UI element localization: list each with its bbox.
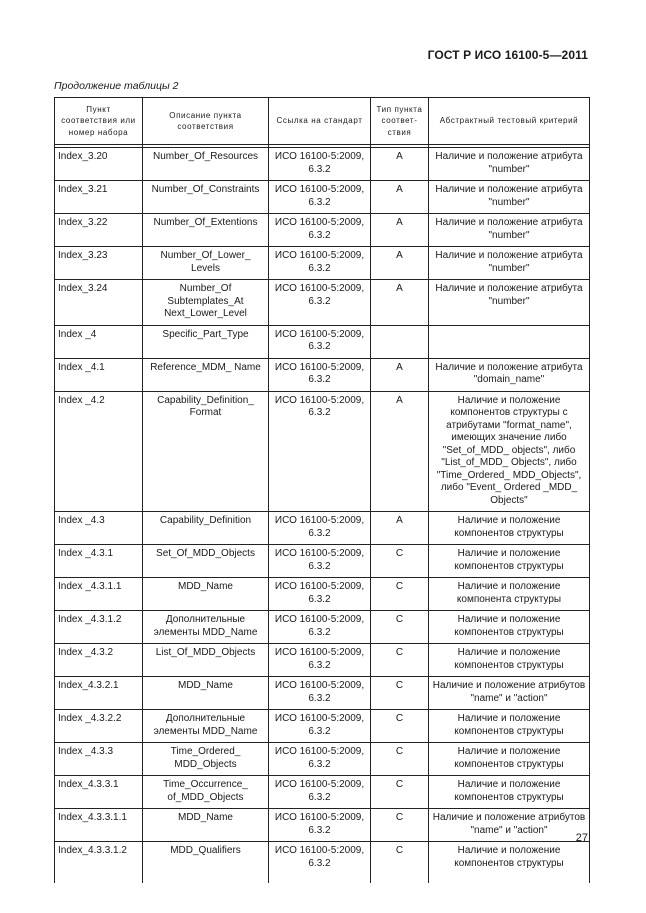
cell-criterion: Наличие и положение атрибутов "name" и "action"	[429, 677, 590, 710]
cell-description: Number_Of_Lower_ Levels	[143, 247, 269, 280]
cell-type: A	[371, 181, 429, 214]
cell-type: C	[371, 842, 429, 884]
table-row	[55, 776, 590, 809]
cell-type: C	[371, 611, 429, 644]
column-header-type: Тип пункта соответ-ствия	[371, 98, 429, 145]
cell-type	[371, 325, 429, 358]
cell-type: C	[371, 545, 429, 578]
table-row	[55, 391, 590, 512]
cell-reference: ИСО 16100-5:2009, 6.3.2	[269, 776, 371, 809]
cell-reference: ИСО 16100-5:2009, 6.3.2	[269, 611, 371, 644]
table-row	[55, 247, 590, 280]
cell-description: Capability_Definition	[143, 512, 269, 545]
cell-description: Number_Of_Resources	[143, 148, 269, 181]
cell-reference: ИСО 16100-5:2009, 6.3.2	[269, 181, 371, 214]
cell-reference: ИСО 16100-5:2009, 6.3.2	[269, 280, 371, 326]
cell-criterion: Наличие и положение атрибута "domain_name"	[429, 358, 590, 391]
cell-reference: ИСО 16100-5:2009, 6.3.2	[269, 578, 371, 611]
cell-description: Time_Occurrence_ of_MDD_Objects	[143, 776, 269, 809]
cell-description: Дополнительные элементы MDD_Name	[143, 611, 269, 644]
cell-type: A	[371, 148, 429, 181]
cell-description: List_Of_MDD_Objects	[143, 644, 269, 677]
cell-criterion: Наличие и положение компонентов структуры	[429, 776, 590, 809]
cell-type: A	[371, 247, 429, 280]
cell-type: C	[371, 776, 429, 809]
cell-id: Index _4.3.3	[55, 743, 143, 776]
table-row	[55, 710, 590, 743]
cell-description: Capability_Definition_ Format	[143, 391, 269, 512]
cell-type: C	[371, 677, 429, 710]
cell-type: C	[371, 743, 429, 776]
cell-description: MDD_Name	[143, 809, 269, 842]
cell-description: MDD_Name	[143, 578, 269, 611]
cell-id: Index_4.3.3.1	[55, 776, 143, 809]
cell-criterion: Наличие и положение компонента структуры	[429, 578, 590, 611]
column-header-id: Пункт соответствия или номер набора	[55, 98, 143, 145]
cell-criterion: Наличие и положение компонентов структуры	[429, 743, 590, 776]
cell-reference: ИСО 16100-5:2009, 6.3.2	[269, 247, 371, 280]
cell-criterion: Наличие и положение атрибута "number"	[429, 247, 590, 280]
conformance-table	[54, 97, 590, 883]
cell-type: A	[371, 214, 429, 247]
cell-type: C	[371, 809, 429, 842]
cell-description: Number_Of_Constraints	[143, 181, 269, 214]
cell-reference: ИСО 16100-5:2009, 6.3.2	[269, 325, 371, 358]
cell-reference: ИСО 16100-5:2009, 6.3.2	[269, 809, 371, 842]
table-row	[55, 578, 590, 611]
cell-criterion: Наличие и положение атрибута "number"	[429, 181, 590, 214]
cell-criterion: Наличие и положение компонентов структуры	[429, 545, 590, 578]
cell-criterion: Наличие и положение компонентов структуры	[429, 512, 590, 545]
cell-id: Index _4.3.1.1	[55, 578, 143, 611]
table-row	[55, 148, 590, 181]
table-row	[55, 842, 590, 884]
cell-description: MDD_Name	[143, 677, 269, 710]
table-row	[55, 743, 590, 776]
table-row	[55, 611, 590, 644]
table-row	[55, 280, 590, 326]
cell-type: C	[371, 578, 429, 611]
cell-id: Index_4.3.3.1.1	[55, 809, 143, 842]
cell-type: A	[371, 512, 429, 545]
cell-id: Index_3.21	[55, 181, 143, 214]
cell-id: Index_3.20	[55, 148, 143, 181]
cell-type: A	[371, 391, 429, 512]
cell-id: Index _4.3.2.2	[55, 710, 143, 743]
cell-id: Index_3.23	[55, 247, 143, 280]
table-row	[55, 325, 590, 358]
cell-id: Index_4.3.2.1	[55, 677, 143, 710]
cell-criterion: Наличие и положение компонентов структуры	[429, 644, 590, 677]
cell-description: Дополнительные элементы MDD_Name	[143, 710, 269, 743]
table-row	[55, 545, 590, 578]
cell-criterion: Наличие и положение компонентов структуры	[429, 611, 590, 644]
cell-id: Index _4.2	[55, 391, 143, 512]
cell-id: Index _4.1	[55, 358, 143, 391]
cell-description: Number_Of Subtemplates_At Next_Lower_Level	[143, 280, 269, 326]
table-row	[55, 214, 590, 247]
cell-description: Reference_MDM_ Name	[143, 358, 269, 391]
cell-criterion: Наличие и положение компонентов структуры с атрибутами "format_name", имеющих значение либо "Set_of_MDD_ objects", либо "List_of_MDD_ Objects", либо "Time_Ordered_ MDD_Objects", либо "Event_ Ordered _MDD_ Objects"	[429, 391, 590, 512]
table-row	[55, 358, 590, 391]
cell-criterion: Наличие и положение атрибутов "name" и "action"	[429, 809, 590, 842]
column-header-description: Описание пункта соответствия	[143, 98, 269, 145]
cell-type: A	[371, 358, 429, 391]
table-row	[55, 644, 590, 677]
cell-reference: ИСО 16100-5:2009, 6.3.2	[269, 148, 371, 181]
cell-type: C	[371, 644, 429, 677]
cell-criterion: Наличие и положение атрибута "number"	[429, 214, 590, 247]
cell-criterion: Наличие и положение компонентов структуры	[429, 842, 590, 884]
cell-id: Index_3.22	[55, 214, 143, 247]
cell-reference: ИСО 16100-5:2009, 6.3.2	[269, 391, 371, 512]
cell-type: A	[371, 280, 429, 326]
table-header-row	[55, 98, 590, 145]
cell-reference: ИСО 16100-5:2009, 6.3.2	[269, 644, 371, 677]
cell-criterion: Наличие и положение атрибута "number"	[429, 148, 590, 181]
cell-id: Index _4	[55, 325, 143, 358]
cell-reference: ИСО 16100-5:2009, 6.3.2	[269, 842, 371, 884]
cell-reference: ИСО 16100-5:2009, 6.3.2	[269, 545, 371, 578]
column-header-reference: Ссылка на стандарт	[269, 98, 371, 145]
cell-reference: ИСО 16100-5:2009, 6.3.2	[269, 743, 371, 776]
cell-reference: ИСО 16100-5:2009, 6.3.2	[269, 710, 371, 743]
cell-criterion: Наличие и положение атрибута "number"	[429, 280, 590, 326]
table-row	[55, 512, 590, 545]
cell-id: Index _4.3	[55, 512, 143, 545]
cell-criterion	[429, 325, 590, 358]
cell-description: Number_Of_Extentions	[143, 214, 269, 247]
cell-reference: ИСО 16100-5:2009, 6.3.2	[269, 677, 371, 710]
cell-description: MDD_Qualifiers	[143, 842, 269, 884]
table-row	[55, 181, 590, 214]
cell-reference: ИСО 16100-5:2009, 6.3.2	[269, 512, 371, 545]
cell-description: Time_Ordered_ MDD_Objects	[143, 743, 269, 776]
cell-id: Index _4.3.1	[55, 545, 143, 578]
cell-id: Index _4.3.2	[55, 644, 143, 677]
table-continuation-caption: Продолжение таблицы 2	[54, 80, 179, 92]
cell-criterion: Наличие и положение компонентов структуры	[429, 710, 590, 743]
cell-id: Index _4.3.1.2	[55, 611, 143, 644]
cell-description: Set_Of_MDD_Objects	[143, 545, 269, 578]
cell-type: C	[371, 710, 429, 743]
cell-id: Index_3.24	[55, 280, 143, 326]
document-standard-header: ГОСТ Р ИСО 16100-5—2011	[427, 48, 588, 62]
table-row	[55, 809, 590, 842]
table-row	[55, 677, 590, 710]
cell-reference: ИСО 16100-5:2009, 6.3.2	[269, 358, 371, 391]
cell-description: Specific_Part_Type	[143, 325, 269, 358]
column-header-criterion: Абстрактный тестовый критерий	[429, 98, 590, 145]
cell-id: Index_4.3.3.1.2	[55, 842, 143, 884]
page-number: 27	[575, 832, 588, 844]
cell-reference: ИСО 16100-5:2009, 6.3.2	[269, 214, 371, 247]
